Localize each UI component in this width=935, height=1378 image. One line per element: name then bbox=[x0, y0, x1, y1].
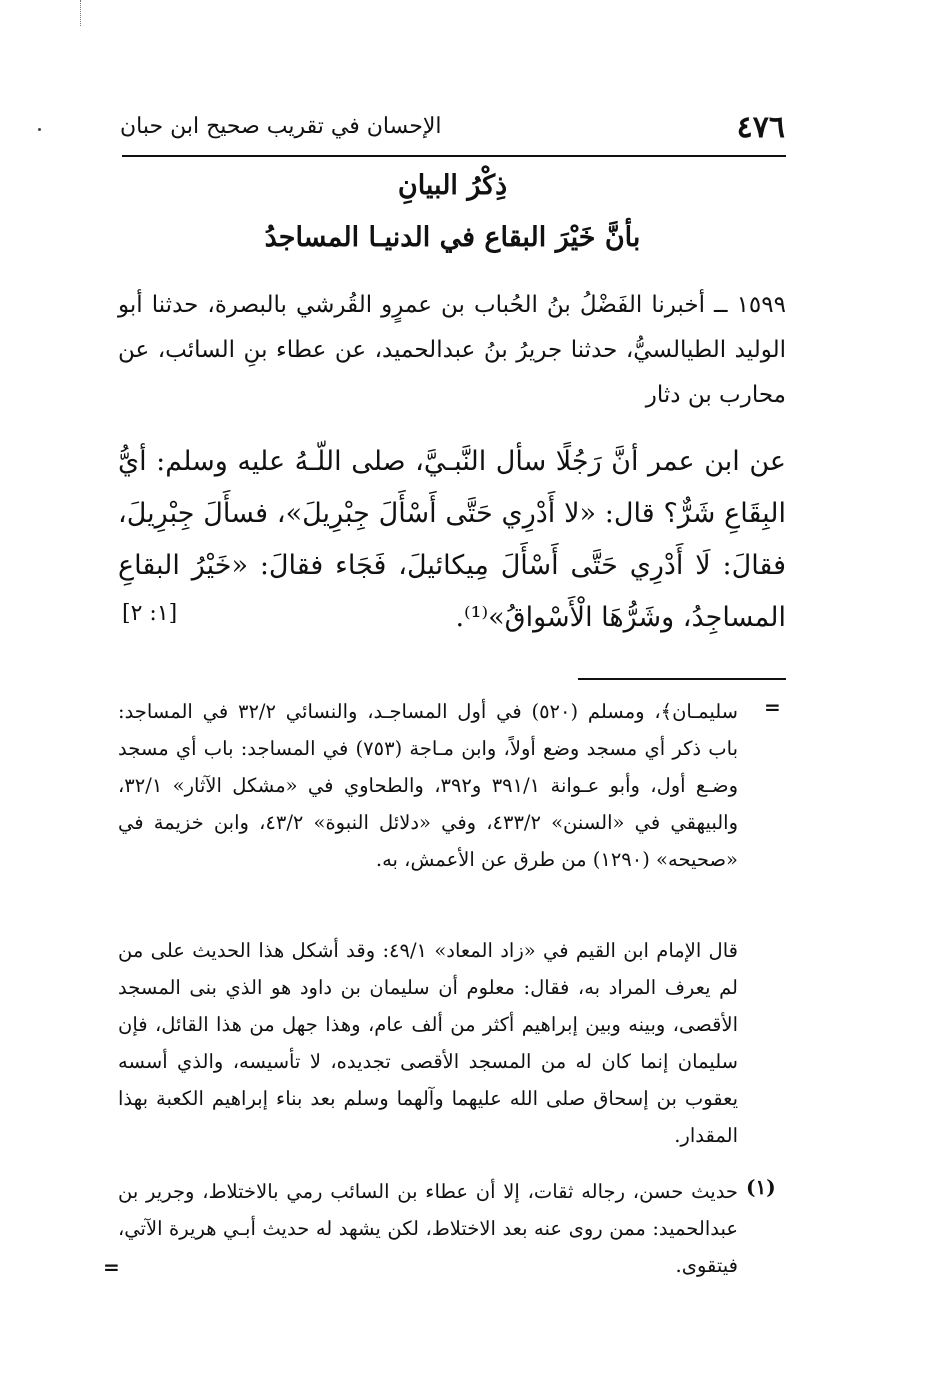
footnote-rule bbox=[578, 678, 786, 680]
header-rule bbox=[122, 155, 786, 157]
hadith-reference: [١: ٢] bbox=[122, 601, 178, 626]
section-title: ذِكْرُ البيانِ bbox=[397, 170, 508, 201]
margin-mark bbox=[80, 0, 81, 26]
book-title: الإحسان في تقريب صحيح ابن حبان bbox=[120, 114, 442, 139]
page-number: ٤٧٦ bbox=[736, 110, 785, 145]
running-header bbox=[120, 108, 785, 152]
footnote-continuation-mark: = bbox=[764, 695, 781, 719]
footnote-ibn-qayyim: قال الإمام ابن القيم في «زاد المعاد» ٤٩/١: وقد أشكل هذا الحديث على من لم يعرف المراد به، فقال: معلوم أن سليمان بن داود هو الذي بنى المسجد الأقصى، وبينه وبين إبراهيم أكثر من ألف عام، وهذا جهل من هذا القائل، فإن سليمان إنما كان له من المسجد الأقصى تجديده، لا تأسيسه، والذي أسسه يعقوب بن إسحاق صلى الله عليهما وآلهما وسلم بعد بناء إبراهيم الكعبة بهذا المقدار. bbox=[118, 939, 738, 1147]
footnote-end-mark: = bbox=[103, 1255, 120, 1279]
footnote-1: حديث حسن، رجاله ثقات، إلا أن عطاء بن السائب رمي بالاختلاط، وجرير بن عبدالحميد: ممن روى عنه بعد الاختلاط، لكن يشهد له حديث أبـي هريرة الآتي، فيتقوى. bbox=[118, 1180, 738, 1277]
footnote-number: (١) bbox=[746, 1175, 776, 1199]
hadith-text: عن ابن عمر أنَّ رَجُلًا سأل النَّبـيَّ، صلى اللّـهُ عليه وسلم: أيُّ البِقَاعِ شَرٌّ؟ قال: «لا أَدْرِي حَتَّى أَسْأَلَ جِبْرِيلَ»، فسأَلَ جِبْرِيلَ، فقالَ: لَا أَدْرِي حَتَّى أَسْأَلَ مِيكائيلَ، فَجَاء فقالَ: «خَيْرُ البقاعِ المساجِدُ، وشَرُّهَا الْأَسْواقُ»⁽¹⁾. bbox=[118, 446, 786, 633]
margin-dot bbox=[38, 128, 41, 131]
isnad-paragraph: ١٥٩٩ ــ أخبرنا الفَضْلُ بنُ الحُباب بن عمرٍو القُرشي بالبصرة، حدثنا أبو الوليد الطيالسيُّ، حدثنا جريرُ بنُ عبدالحميد، عن عطاء بنِ السائب، عن محارب بن دثار bbox=[118, 292, 786, 408]
footnote-continued: سليمـان﴾، ومسلم (٥٢٠) في أول المساجـد، والنسائي ٣٢/٢ في المساجد: باب ذكر أي مسجد وضع أولاً، وابن مـاجة (٧٥٣) في المساجد: باب أي مسجد وضـع أول، وأبو عـوانة ٣٩١/١ و٣٩٢، والطحاوي في «مشكل الآثار» ٣٢/١، والبيهقي في «السنن» ٤٣٣/٢، وفي «دلائل النبوة» ٤٣/٢، وابن خزيمة في «صحيحه» (١٢٩٠) من طرق عن الأعمش، به. bbox=[118, 700, 739, 871]
section-subtitle: بأنَّ خَيْرَ البقاع في الدنيـا المساجدُ bbox=[264, 222, 641, 253]
